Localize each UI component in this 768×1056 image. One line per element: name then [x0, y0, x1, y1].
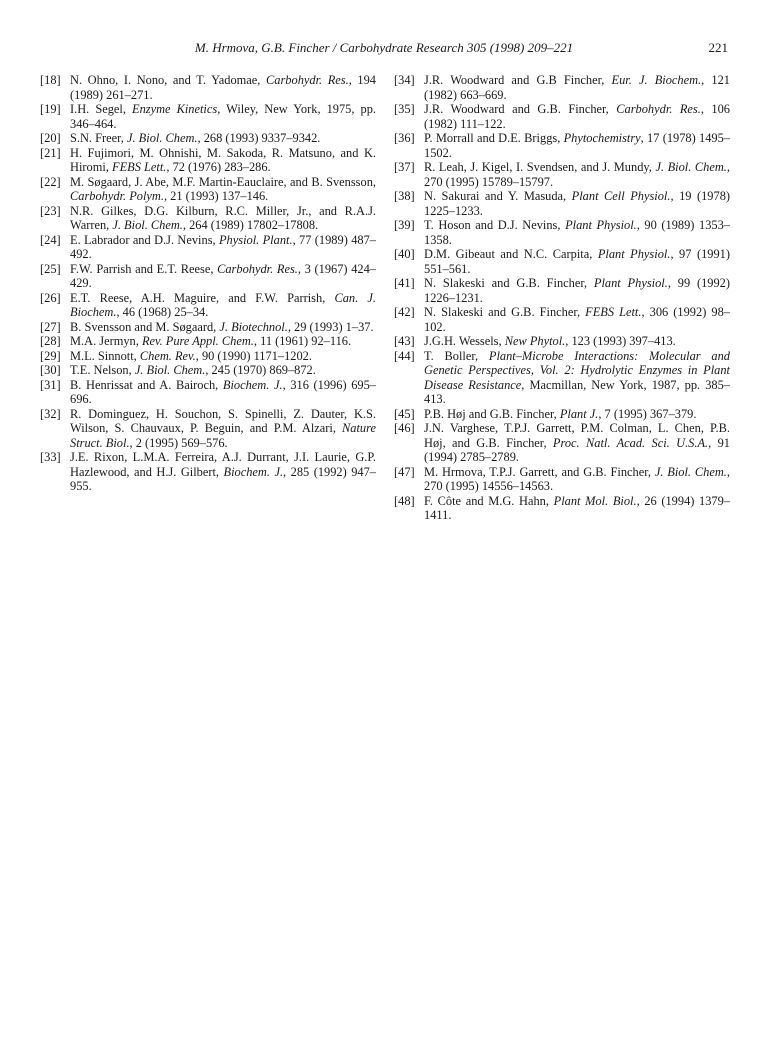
- reference-entry: [40, 73, 376, 102]
- reference-entry: [40, 363, 376, 378]
- reference-citation: , 72 (1976) 283–286.: [166, 160, 271, 174]
- reference-entry: [40, 204, 376, 233]
- reference-text: [424, 349, 730, 407]
- reference-text: [70, 233, 376, 262]
- reference-text: [424, 102, 730, 131]
- reference-citation: , 106 (1982) 111–122.: [424, 102, 730, 131]
- reference-number: [42]: [394, 305, 415, 319]
- reference-citation: , 306 (1992) 98–102.: [424, 305, 730, 334]
- reference-number: [41]: [394, 276, 415, 290]
- reference-entry: [40, 175, 376, 204]
- reference-citation: , Macmillan, New York, 1987, pp. 385–413.: [424, 377, 730, 406]
- reference-authors: F.W. Parrish and E.T. Reese,: [70, 261, 218, 276]
- reference-journal: Carbohydr. Res.: [266, 73, 349, 87]
- reference-journal: Carbohydr. Res.: [217, 261, 298, 276]
- reference-journal: Carbohydr. Res.: [616, 102, 701, 116]
- reference-text: [424, 465, 730, 494]
- reference-entry: [394, 189, 730, 218]
- reference-citation: , 264 (1989) 17802–17808.: [182, 218, 319, 232]
- reference-text: [70, 131, 376, 146]
- reference-journal: Plant–Microbe Interactions: Molecular and Genetic Perspectives, Vol. 2: Hydrolytic Enzymes in Plant Disease Resistance: [424, 348, 730, 392]
- reference-entry: [40, 146, 376, 175]
- reference-journal: Enzyme Kinetics: [132, 102, 218, 116]
- reference-entry: [394, 334, 730, 349]
- reference-number: [31]: [40, 377, 61, 392]
- reference-authors: J.E. Rixon, L.M.A. Ferreira, A.J. Durrant, J.I. Laurie, G.P. Hazlewood, and H.J. Gilbert,: [70, 450, 376, 479]
- reference-citation: , 91 (1994) 2785–2789.: [424, 435, 730, 464]
- reference-entry: [40, 320, 376, 335]
- reference-authors: D.M. Gibeaut and N.C. Carpita,: [424, 247, 598, 261]
- reference-citation: , 121 (1982) 663–669.: [424, 73, 730, 102]
- reference-text: [70, 204, 376, 233]
- reference-text: [70, 291, 376, 320]
- reference-journal: Plant Physiol.: [593, 276, 668, 290]
- references-right-column: [394, 73, 730, 523]
- reference-number: [27]: [40, 319, 61, 334]
- reference-citation: , 3 (1967) 424–429.: [70, 261, 376, 290]
- reference-number: [25]: [40, 261, 61, 276]
- reference-citation: , 99 (1992) 1226–1231.: [424, 276, 730, 305]
- page-number: 221: [708, 40, 728, 55]
- reference-journal: J. Biol. Chem.: [112, 218, 183, 232]
- reference-number: [38]: [394, 189, 415, 203]
- reference-authors: J.R. Woodward and G.B. Fincher,: [424, 102, 617, 116]
- reference-text: [70, 73, 376, 102]
- reference-number: [21]: [40, 145, 61, 160]
- reference-text: [70, 363, 376, 378]
- reference-citation: , Wiley, New York, 1975, pp. 346–464.: [70, 102, 377, 131]
- reference-number: [24]: [40, 232, 61, 247]
- reference-journal: Chem. Rev.: [139, 348, 196, 363]
- reference-authors: M.L. Sinnott,: [70, 348, 140, 363]
- reference-authors: J.N. Varghese, T.P.J. Garrett, P.M. Colman, L. Chen, P.B. Høj, and G.B. Fincher,: [424, 421, 730, 450]
- reference-text: [70, 102, 376, 131]
- reference-citation: , 268 (1993) 9337–9342.: [197, 131, 321, 145]
- reference-authors: S.N. Freer,: [70, 131, 127, 145]
- reference-entry: [394, 131, 730, 160]
- reference-text: [424, 421, 730, 465]
- reference-journal: J. Biol. Chem.: [126, 131, 198, 145]
- reference-citation: , 270 (1995) 15789–15797.: [424, 160, 730, 189]
- reference-number: [40]: [394, 247, 415, 261]
- reference-journal: Physiol. Plant.: [218, 232, 293, 247]
- running-head: M. Hrmova, G.B. Fincher / Carbohydrate Research 305 (1998) 209–221: [194, 40, 574, 55]
- reference-entry: [40, 102, 376, 131]
- reference-number: [23]: [40, 203, 61, 218]
- reference-citation: , 90 (1990) 1171–1202.: [195, 348, 312, 363]
- reference-entry: [394, 73, 730, 102]
- reference-citation: , 77 (1989) 487–492.: [70, 232, 376, 261]
- reference-authors: T. Hoson and D.J. Nevins,: [424, 218, 566, 232]
- reference-number: [18]: [40, 73, 61, 87]
- reference-authors: F. Côte and M.G. Hahn,: [424, 493, 554, 508]
- reference-text: [424, 160, 730, 189]
- reference-number: [28]: [40, 334, 61, 348]
- reference-number: [39]: [394, 218, 415, 232]
- reference-number: [37]: [394, 160, 415, 174]
- reference-citation: , 123 (1993) 397–413.: [565, 334, 676, 348]
- reference-number: [35]: [394, 102, 415, 116]
- reference-journal: Plant Mol. Biol.: [553, 493, 637, 508]
- reference-text: [424, 247, 730, 276]
- reference-authors: N.R. Gilkes, D.G. Kilburn, R.C. Miller, Jr., and R.A.J. Warren,: [70, 203, 376, 232]
- reference-citation: , 90 (1989) 1353–1358.: [424, 218, 730, 247]
- reference-citation: , 245 (1970) 869–872.: [205, 363, 316, 377]
- reference-number: [46]: [394, 421, 415, 435]
- reference-number: [29]: [40, 348, 61, 363]
- reference-text: [70, 334, 376, 349]
- reference-authors: N. Slakeski and G.B. Fincher,: [424, 305, 586, 319]
- reference-citation: , 270 (1995) 14556–14563.: [424, 464, 730, 493]
- reference-authors: M. Søgaard, J. Abe, M.F. Martin-Eauclaire, and B. Svensson,: [70, 174, 376, 189]
- reference-authors: M. Hrmova, T.P.J. Garrett, and G.B. Fincher,: [424, 464, 655, 479]
- reference-text: [70, 349, 376, 364]
- reference-text: [70, 378, 376, 407]
- reference-number: [34]: [394, 73, 415, 87]
- reference-journal: J. Biol. Chem.: [654, 464, 727, 479]
- reference-journal: Proc. Natl. Acad. Sci. U.S.A.: [552, 435, 709, 450]
- reference-authors: E. Labrador and D.J. Nevins,: [70, 232, 219, 247]
- reference-journal: Nature Struct. Biol.: [70, 421, 376, 450]
- reference-number: [45]: [394, 406, 415, 421]
- reference-journal: J. Biol. Chem.: [655, 160, 727, 174]
- reference-authors: T. Boller,: [424, 348, 489, 363]
- reference-text: [424, 305, 730, 334]
- reference-authors: R. Dominguez, H. Souchon, S. Spinelli, Z. Dauter, K.S. Wilson, S. Chauvaux, P. Beguin, and P.M. Alzari,: [70, 406, 376, 435]
- reference-journal: Carbohydr. Polym.: [70, 189, 164, 203]
- reference-authors: H. Fujimori, M. Ohnishi, M. Sakoda, R. Matsuno, and K. Hiromi,: [70, 145, 376, 174]
- reference-journal: Phytochemistry: [563, 131, 641, 145]
- reference-entry: [394, 349, 730, 407]
- reference-text: [70, 320, 376, 335]
- reference-journal: Plant J.: [559, 406, 599, 421]
- reference-journal: J. Biotechnol.: [219, 319, 288, 334]
- reference-entry: [40, 131, 376, 146]
- reference-entry: [394, 276, 730, 305]
- reference-number: [30]: [40, 363, 61, 377]
- reference-authors: T.E. Nelson,: [70, 363, 135, 377]
- reference-journal: New Phytol.: [504, 334, 566, 348]
- reference-citation: , 19 (1978) 1225–1233.: [424, 189, 731, 218]
- page-header: [40, 40, 728, 60]
- reference-text: [424, 276, 730, 305]
- reference-journal: Plant Physiol.: [565, 218, 637, 232]
- reference-citation: , 21 (1993) 137–146.: [163, 189, 269, 203]
- reference-entry: [40, 378, 376, 407]
- reference-text: [424, 334, 730, 349]
- reference-number: [20]: [40, 131, 61, 145]
- reference-authors: J.G.H. Wessels,: [424, 334, 505, 348]
- reference-entry: [394, 305, 730, 334]
- reference-authors: P. Morrall and D.E. Briggs,: [424, 131, 564, 145]
- reference-citation: , 316 (1996) 695–696.: [70, 377, 376, 406]
- reference-number: [43]: [394, 334, 415, 348]
- reference-text: [424, 218, 730, 247]
- reference-text: [424, 189, 730, 218]
- reference-number: [48]: [394, 493, 415, 508]
- reference-number: [44]: [394, 348, 415, 363]
- reference-entry: [40, 349, 376, 364]
- reference-authors: E.T. Reese, A.H. Maguire, and F.W. Parrish,: [70, 290, 335, 305]
- reference-entry: [394, 465, 730, 494]
- reference-entry: [394, 494, 730, 523]
- reference-entry: [394, 218, 730, 247]
- reference-journal: Eur. J. Biochem.: [611, 73, 702, 87]
- reference-text: [70, 146, 376, 175]
- reference-journal: Biochem. J.: [222, 377, 283, 392]
- reference-entry: [394, 247, 730, 276]
- reference-authors: N. Slakeski and G.B. Fincher,: [424, 276, 594, 290]
- reference-authors: R. Leah, J. Kigel, I. Svendsen, and J. Mundy,: [424, 160, 656, 174]
- reference-citation: , 97 (1991) 551–561.: [424, 247, 730, 276]
- reference-journal: Can. J. Biochem.: [70, 290, 376, 319]
- reference-entry: [40, 334, 376, 349]
- reference-citation: , 7 (1995) 367–379.: [598, 406, 697, 421]
- reference-entry: [394, 407, 730, 422]
- reference-entry: [394, 160, 730, 189]
- reference-journal: FEBS Lett.: [112, 160, 167, 174]
- reference-number: [36]: [394, 131, 415, 145]
- reference-journal: J. Biol. Chem.: [134, 363, 206, 377]
- reference-text: [424, 131, 730, 160]
- references-left-column: [40, 73, 376, 494]
- reference-text: [424, 73, 730, 102]
- reference-authors: P.B. Høj and G.B. Fincher,: [424, 406, 560, 421]
- reference-text: [70, 262, 376, 291]
- reference-authors: M.A. Jermyn,: [70, 334, 142, 348]
- reference-citation: , 2 (1995) 569–576.: [129, 435, 228, 450]
- reference-entry: [40, 262, 376, 291]
- reference-number: [33]: [40, 450, 61, 464]
- reference-text: [424, 407, 730, 422]
- reference-entry: [40, 407, 376, 451]
- reference-journal: Plant Physiol.: [597, 247, 671, 261]
- reference-number: [19]: [40, 102, 61, 116]
- reference-citation: , 26 (1994) 1379–1411.: [424, 493, 731, 522]
- reference-entry: [40, 291, 376, 320]
- reference-authors: I.H. Segel,: [70, 102, 132, 116]
- reference-entry: [40, 450, 376, 494]
- reference-text: [70, 175, 376, 204]
- reference-journal: Rev. Pure Appl. Chem.: [141, 334, 254, 348]
- reference-number: [22]: [40, 174, 61, 189]
- reference-citation: , 285 (1992) 947–955.: [70, 464, 376, 493]
- reference-citation: , 46 (1968) 25–34.: [116, 305, 209, 319]
- reference-entry: [394, 421, 730, 465]
- reference-number: [26]: [40, 290, 61, 305]
- reference-text: [424, 494, 730, 523]
- reference-authors: B. Henrissat and A. Bairoch,: [70, 377, 223, 392]
- reference-citation: , 194 (1989) 261–271.: [70, 73, 376, 102]
- reference-citation: , 17 (1978) 1495–1502.: [424, 131, 730, 160]
- reference-number: [47]: [394, 464, 415, 479]
- reference-text: [70, 450, 376, 494]
- reference-authors: N. Sakurai and Y. Masuda,: [424, 189, 572, 203]
- reference-authors: J.R. Woodward and G.B Fincher,: [424, 73, 612, 87]
- reference-citation: , 11 (1961) 92–116.: [253, 334, 352, 348]
- reference-text: [70, 407, 376, 451]
- reference-citation: , 29 (1993) 1–37.: [287, 319, 374, 334]
- reference-journal: FEBS Lett.: [585, 305, 642, 319]
- reference-number: [32]: [40, 406, 61, 421]
- reference-entry: [40, 233, 376, 262]
- reference-authors: B. Svensson and M. Søgaard,: [70, 319, 220, 334]
- reference-authors: N. Ohno, I. Nono, and T. Yadomae,: [70, 73, 267, 87]
- reference-journal: Biochem. J.: [223, 464, 284, 479]
- reference-journal: Plant Cell Physiol.: [571, 189, 671, 203]
- reference-entry: [394, 102, 730, 131]
